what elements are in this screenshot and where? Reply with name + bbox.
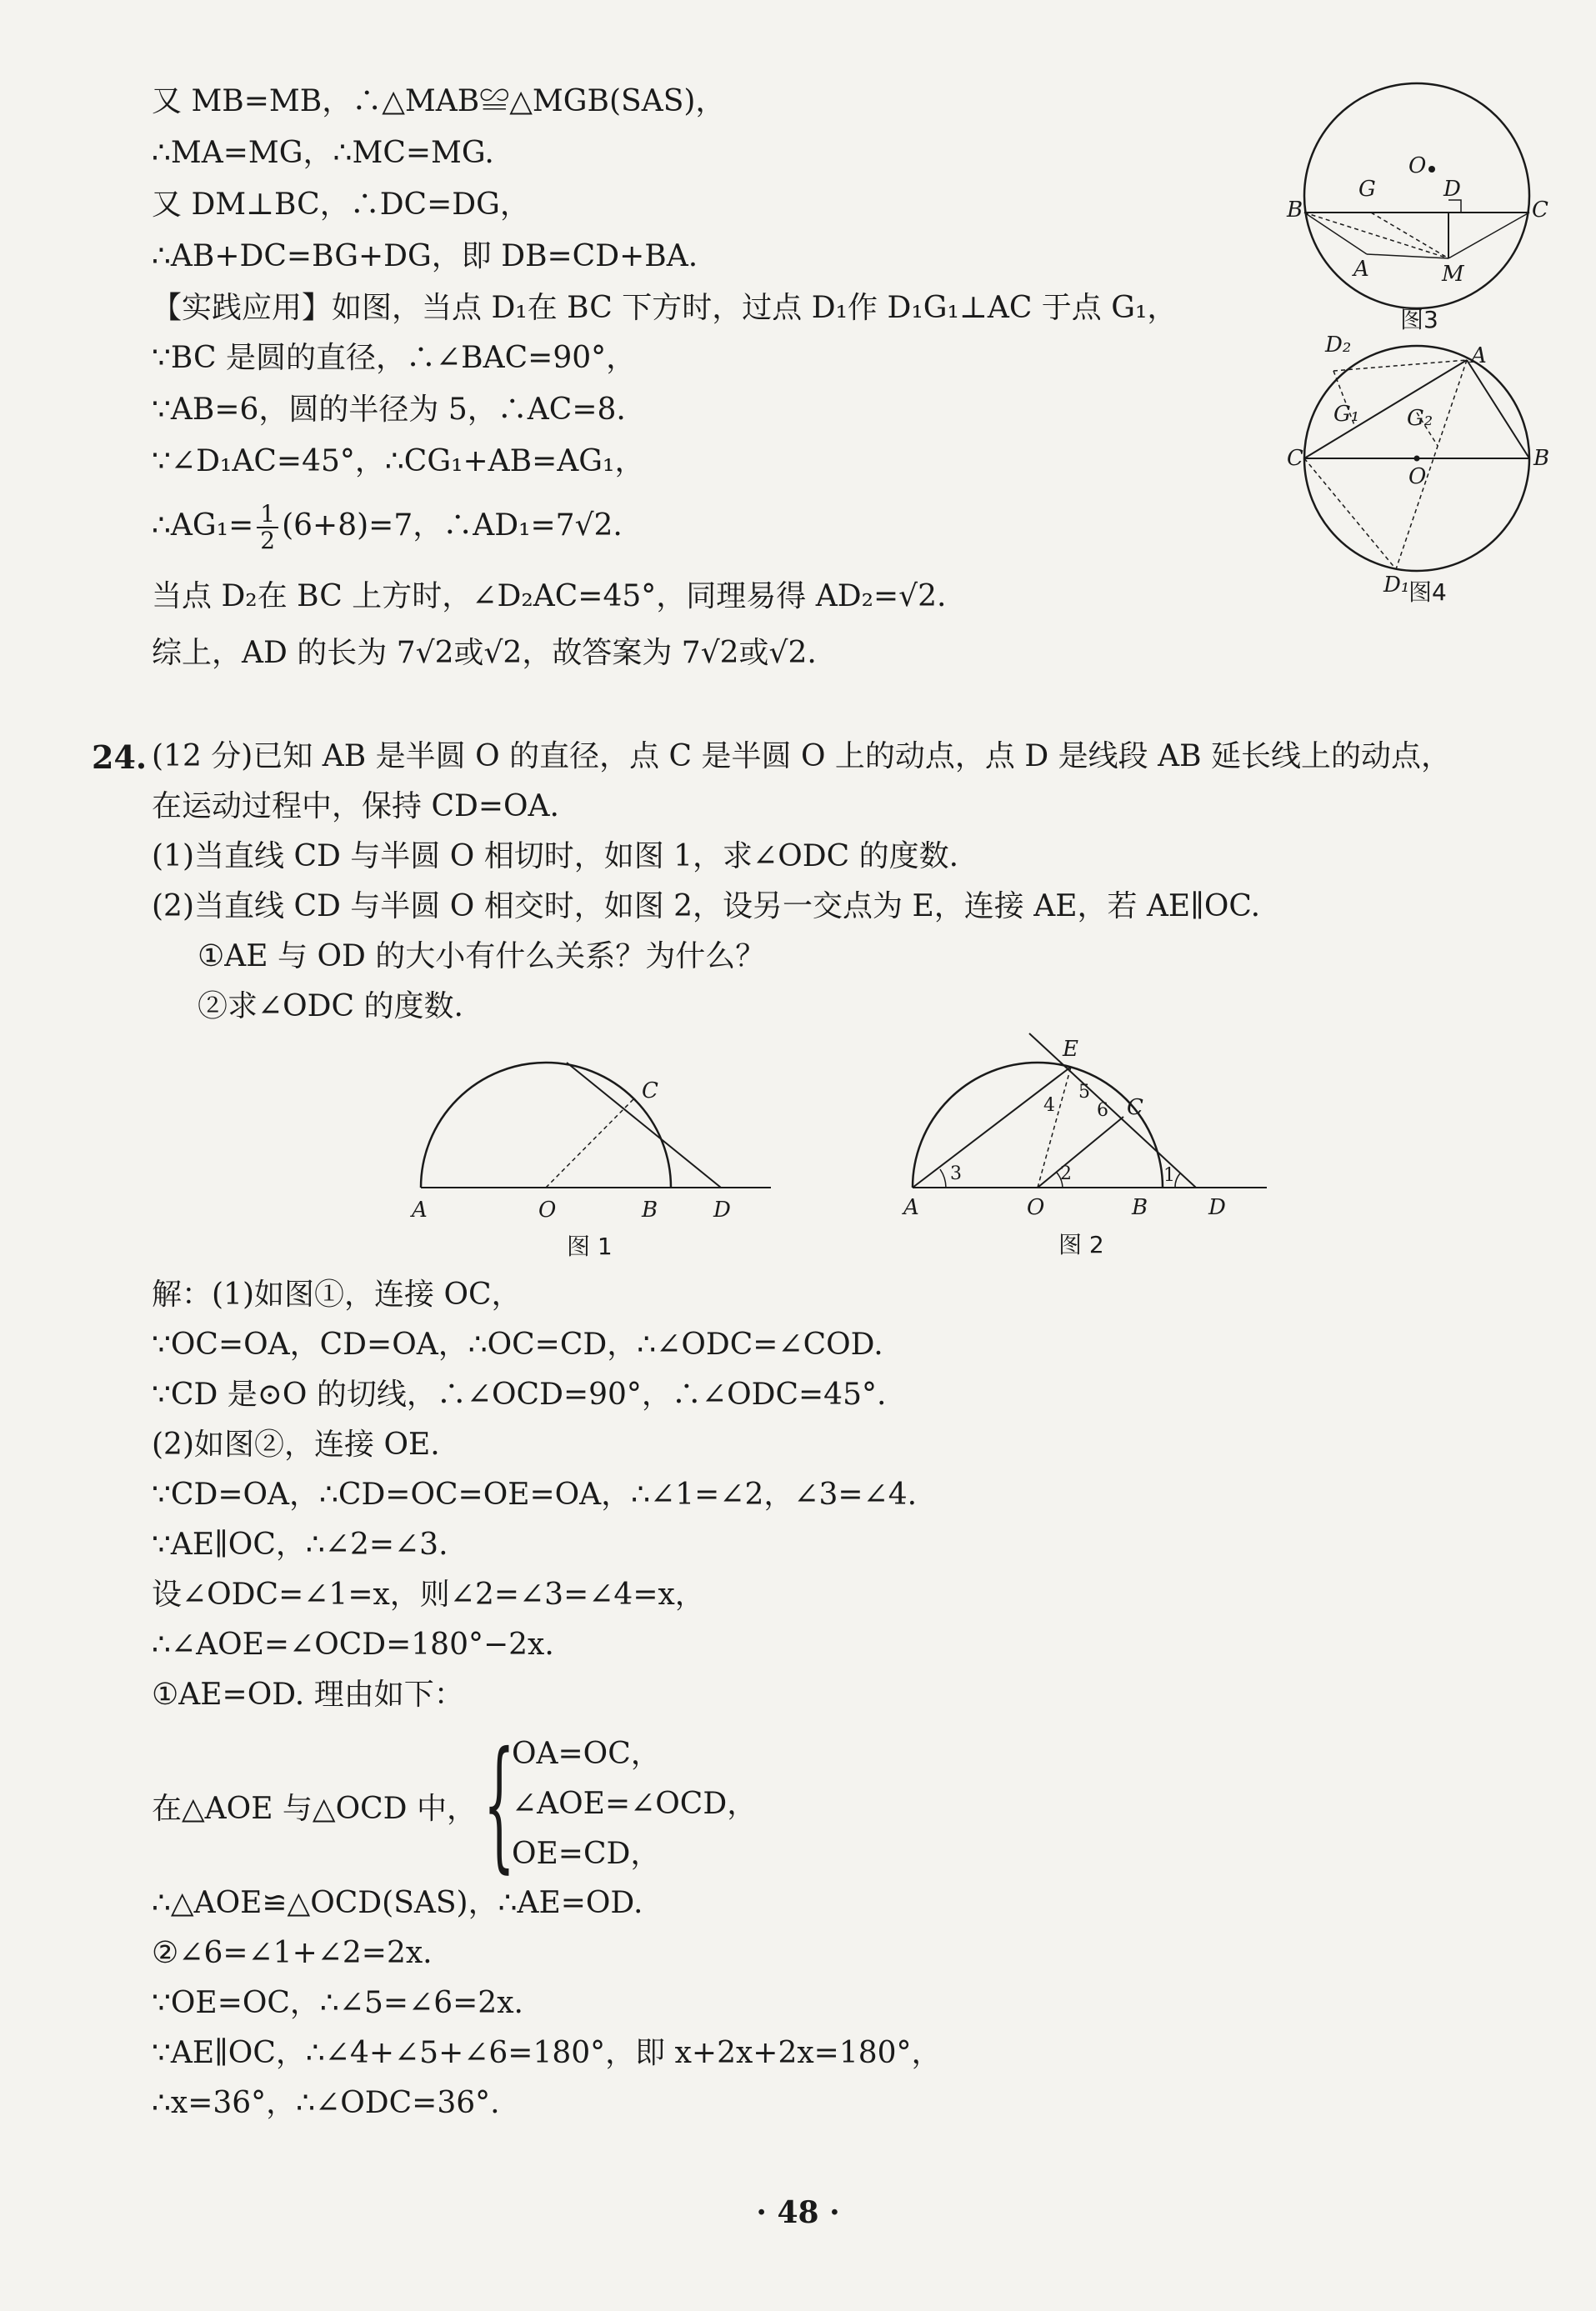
- label-E: E: [1063, 1037, 1078, 1062]
- solution-line: ②∠6=∠1+∠2=2x.: [152, 1936, 433, 1970]
- figure-1-diagram: [400, 1046, 792, 1263]
- figure-4-caption: 图4: [1408, 578, 1447, 606]
- system-item: OE=CD，: [512, 1837, 661, 1871]
- text-line: 综上，AD 的长为 7√2或√2，故答案为 7√2或√2.: [152, 636, 817, 670]
- left-brace: {: [483, 1722, 515, 1887]
- fraction-line: [152, 497, 623, 555]
- label-A: A: [903, 1195, 919, 1220]
- label-B: B: [1533, 446, 1550, 471]
- solution-line: 解：(1)如图①，连接 OC，: [152, 1278, 522, 1312]
- figure-1: [400, 1046, 792, 1266]
- figure-4: [1287, 333, 1550, 620]
- solution-line: ∴△AOE≌△OCD(SAS)，∴AE=OD.: [152, 1886, 643, 1920]
- solution-line: ①AE=OD. 理由如下：: [152, 1678, 464, 1712]
- solution-line: ∵OE=OC，∴∠5=∠6=2x.: [152, 1986, 523, 2020]
- solution-line: ∵AE∥OC，∴∠2=∠3.: [152, 1528, 448, 1562]
- question-stem: (12 分)已知 AB 是半圆 O 的直径，点 C 是半圆 O 上的动点，点 D 是线段 AB 延长线上的动点，: [152, 739, 1452, 773]
- text-line: ∵∠D₁AC=45°，∴CG₁+AB=AG₁，: [152, 444, 645, 478]
- figure-3-diagram: [1287, 79, 1550, 346]
- solution-line: 设∠ODC=∠1=x，则∠2=∠3=∠4=x，: [152, 1578, 705, 1612]
- question-subpart: ①AE 与 OD 的大小有什么关系？为什么？: [198, 939, 766, 973]
- text-line: ∵BC 是圆的直径，∴∠BAC=90°，: [152, 341, 637, 375]
- label-G: G: [1358, 177, 1376, 202]
- system-items: [512, 1729, 757, 1879]
- question-part: (2)当直线 CD 与半圆 O 相交时，如图 2，设另一交点为 E，连接 AE，若 AE∥OC.: [152, 889, 1261, 923]
- figure-3-caption: 图3: [1400, 306, 1438, 333]
- figure-3: [1287, 79, 1550, 349]
- label-O: O: [1408, 153, 1427, 178]
- system-prefix: 在△AOE 与△OCD 中，: [152, 1792, 477, 1826]
- label-C: C: [1127, 1095, 1143, 1120]
- solution-line: ∵CD 是⊙O 的切线，∴∠OCD=90°，∴∠ODC=45°.: [152, 1378, 887, 1412]
- label-D: D: [1443, 177, 1461, 202]
- label-D1: D₁: [1383, 573, 1410, 598]
- label-A: A: [412, 1198, 428, 1223]
- label-M: M: [1442, 262, 1464, 287]
- label-A: A: [1353, 257, 1369, 282]
- figure-4-diagram: [1287, 333, 1550, 617]
- text-line: 又 MB=MB，∴△MAB≌△MGB(SAS)，: [152, 84, 726, 118]
- label-D: D: [1208, 1195, 1226, 1220]
- solution-line: (2)如图②，连接 OE.: [152, 1428, 440, 1462]
- fraction-denominator: 2: [260, 527, 276, 554]
- label-O: O: [538, 1198, 557, 1223]
- text-line: ∴AB+DC=BG+DG，即 DB=CD+BA.: [152, 239, 698, 273]
- fraction-prefix: ∴AG₁=: [152, 508, 254, 543]
- solution-line: ∴x=36°，∴∠ODC=36°.: [152, 2086, 500, 2120]
- page-number: · 48 ·: [756, 2195, 840, 2230]
- angle-label-2: 2: [1060, 1163, 1072, 1184]
- solution-line: ∴∠AOE=∠OCD=180°−2x.: [152, 1628, 554, 1662]
- question-subpart: ②求∠ODC 的度数.: [198, 989, 463, 1023]
- figure-2-diagram: [900, 1029, 1283, 1263]
- label-O: O: [1408, 464, 1427, 489]
- solution-line: ∵CD=OA，∴CD=OC=OE=OA，∴∠1=∠2，∠3=∠4.: [152, 1478, 918, 1512]
- solution-line: ∵AE∥OC，∴∠4+∠5+∠6=180°，即 x+2x+2x=180°，: [152, 2036, 942, 2070]
- label-C: C: [1532, 198, 1548, 223]
- system-item: ∠AOE=∠OCD，: [512, 1787, 758, 1821]
- text-line: 【实践应用】如图，当点 D₁在 BC 下方时，过点 D₁作 D₁G₁⊥AC 于点 G₁，: [152, 291, 1178, 325]
- figure-2-caption: 图 2: [1058, 1231, 1104, 1258]
- figure-2: [900, 1029, 1283, 1266]
- solution-line: ∵OC=OA，CD=OA，∴OC=CD，∴∠ODC=∠COD.: [152, 1328, 883, 1362]
- label-C: C: [1287, 446, 1303, 471]
- angle-label-3: 3: [950, 1163, 962, 1184]
- angle-label-1: 1: [1163, 1165, 1175, 1186]
- label-A: A: [1471, 343, 1487, 368]
- label-G2: G₂: [1407, 406, 1433, 431]
- angle-label-4: 4: [1043, 1095, 1055, 1116]
- text-line: 又 DM⊥BC，∴DC=DG，: [152, 188, 530, 222]
- label-D2: D₂: [1325, 333, 1352, 358]
- fraction-suffix: (6+8)=7，∴AD₁=7√2.: [282, 508, 623, 543]
- label-B: B: [642, 1198, 658, 1223]
- text-line: ∵AB=6，圆的半径为 5，∴AC=8.: [152, 393, 626, 427]
- label-G1: G₁: [1333, 402, 1360, 427]
- question-number: 24.: [92, 738, 148, 776]
- fraction-numerator: 1: [257, 502, 278, 528]
- label-B: B: [1132, 1195, 1148, 1220]
- label-D: D: [713, 1198, 731, 1223]
- fraction: [257, 502, 278, 553]
- text-line: 当点 D₂在 BC 上方时，∠D₂AC=45°，同理易得 AD₂=√2.: [152, 579, 947, 613]
- figure-1-caption: 图 1: [567, 1233, 613, 1260]
- angle-label-6: 6: [1097, 1100, 1108, 1121]
- question-stem: 在运动过程中，保持 CD=OA.: [152, 789, 559, 823]
- label-O: O: [1027, 1195, 1045, 1220]
- label-B: B: [1287, 198, 1303, 223]
- angle-label-5: 5: [1078, 1082, 1090, 1103]
- system-item: OA=OC，: [512, 1737, 661, 1771]
- label-C: C: [642, 1078, 658, 1103]
- question-part: (1)当直线 CD 与半圆 O 相切时，如图 1，求∠ODC 的度数.: [152, 839, 959, 873]
- text-line: ∴MA=MG，∴MC=MG.: [152, 136, 494, 170]
